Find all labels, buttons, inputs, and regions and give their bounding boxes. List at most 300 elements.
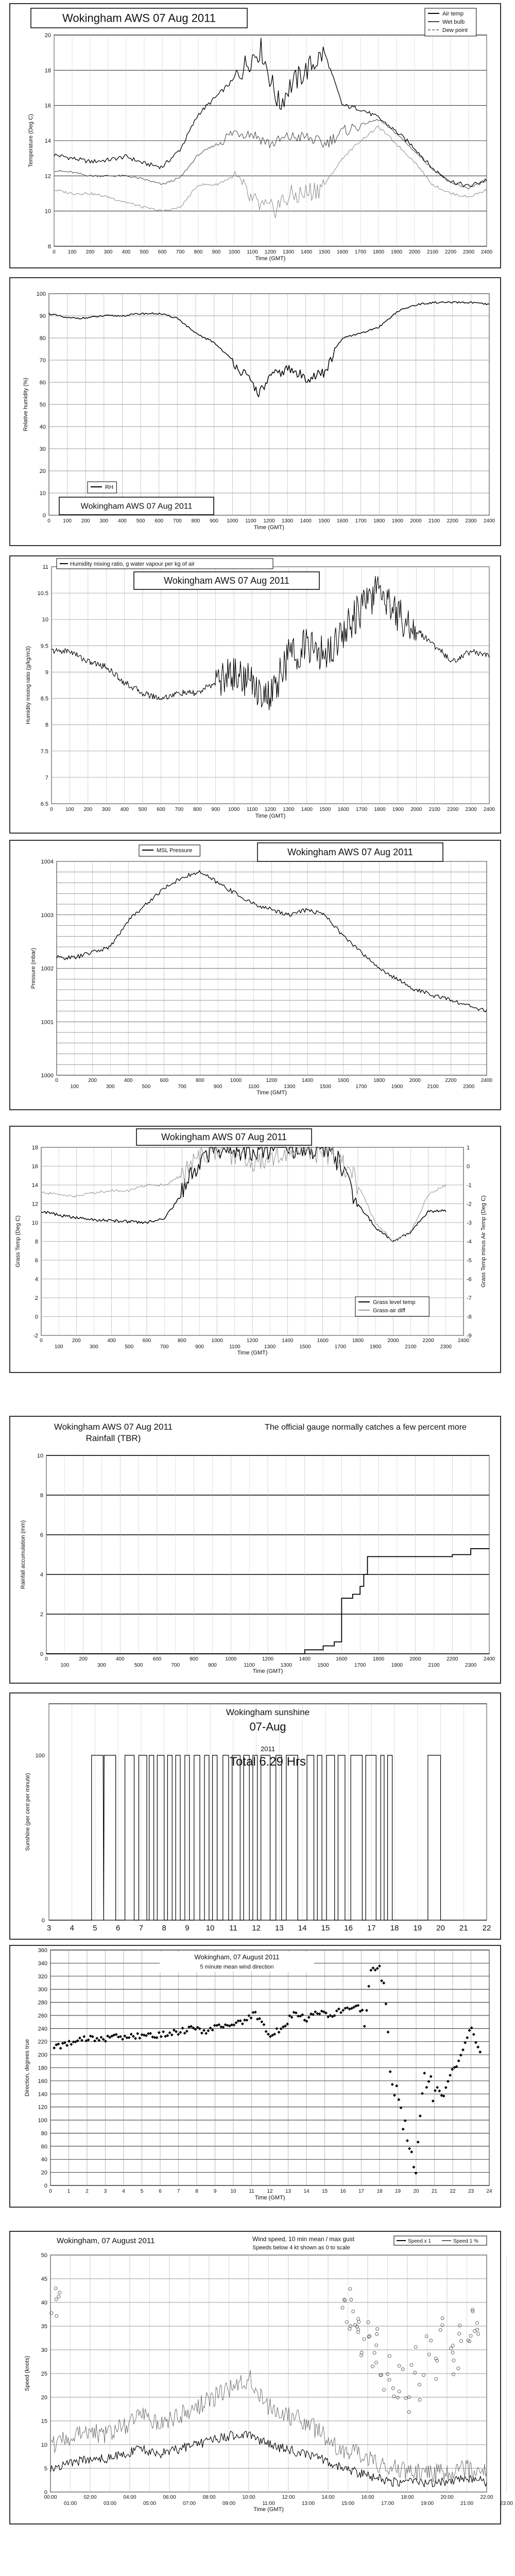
y-tick-label: 0 xyxy=(41,1918,45,1924)
x-tick-label: 0 xyxy=(47,518,50,524)
x-tick-label: 500 xyxy=(140,249,149,255)
y-tick-label: 10 xyxy=(42,617,48,623)
y-tick-label: 360 xyxy=(38,1947,47,1954)
x-tick-label: 1600 xyxy=(317,1338,329,1344)
x-tick-label: 8 xyxy=(162,1924,166,1933)
x-tick-label: 100 xyxy=(67,249,77,255)
x-tick-label: 0 xyxy=(45,1656,48,1662)
y-tick-label: 18 xyxy=(44,67,51,74)
y-tick-label: 1003 xyxy=(41,912,54,919)
x-tick-label: 1500 xyxy=(318,249,331,255)
x-tick-label: 800 xyxy=(194,249,203,255)
wind-direction-chart-panel xyxy=(9,1945,501,2208)
y-tick-label: 14 xyxy=(31,1182,38,1189)
x-tick-label: 1 xyxy=(67,2189,71,2194)
x-tick-label: 700 xyxy=(176,249,185,255)
y-tick-label: 1004 xyxy=(41,859,54,865)
y-tick-label: 30 xyxy=(41,2347,47,2353)
legend-label: Speed 1 % xyxy=(453,2239,478,2244)
x-tick-label: 2400 xyxy=(457,1338,470,1344)
x-axis-label: Time (GMT) xyxy=(253,2506,284,2513)
x-tick-label: 1300 xyxy=(282,518,294,524)
x-tick-label: 10:00 xyxy=(242,2495,255,2500)
x-tick-label: 1100 xyxy=(245,518,256,524)
x-tick-label: 15 xyxy=(321,1924,330,1933)
x-tick-label: 7 xyxy=(177,2189,180,2194)
x-tick-label: 600 xyxy=(160,1078,169,1083)
x-tick-label: 0 xyxy=(50,807,53,812)
x-tick-label: 1400 xyxy=(301,1078,314,1083)
x-tick-label: 1100 xyxy=(229,1344,241,1350)
x-tick-label: 6 xyxy=(159,2189,162,2194)
y-tick-label: 120 xyxy=(38,2104,47,2111)
x-tick-label: 1200 xyxy=(246,1338,259,1344)
x-tick-label: 1400 xyxy=(300,518,312,524)
x-tick-label: 2300 xyxy=(462,249,475,255)
x-tick-label: 500 xyxy=(125,1344,134,1350)
x-tick-label: 300 xyxy=(104,249,113,255)
x-tick-label: 2100 xyxy=(428,518,440,524)
x-axis-label: Time (GMT) xyxy=(252,1668,283,1674)
x-tick-label: 2300 xyxy=(465,807,477,812)
y-tick-label: 10.5 xyxy=(37,590,48,597)
y-axis-label: Pressure (mbar) xyxy=(30,947,37,989)
x-tick-label: 200 xyxy=(88,1078,97,1083)
x-tick-label: 08:00 xyxy=(202,2495,216,2500)
wind-speed-chart-panel xyxy=(9,2231,513,2524)
y-tick-label: 40 xyxy=(41,2300,47,2306)
chart-title: Wokingham, 07 August 2011 xyxy=(194,1953,280,1961)
x-tick-label: 600 xyxy=(152,1656,162,1662)
x-tick-label: 8 xyxy=(195,2189,198,2194)
y-tick-label: 200 xyxy=(38,2052,47,2059)
x-tick-label: 09:00 xyxy=(222,2501,236,2506)
y-tick-label: 14 xyxy=(44,138,51,144)
x-tick-label: 1000 xyxy=(211,1338,223,1344)
x-tick-label: 1400 xyxy=(282,1338,294,1344)
x-tick-label: 6 xyxy=(116,1924,121,1933)
x-tick-label: 1500 xyxy=(299,1344,311,1350)
y-tick-label: 8 xyxy=(47,244,51,250)
sunshine-chart-panel xyxy=(9,1692,501,1940)
x-tick-label: 20 xyxy=(436,1924,445,1933)
x-tick-label: 2400 xyxy=(480,1078,493,1083)
y-tick-label: 0 xyxy=(35,1314,38,1320)
y-axis-label: Sunshine (per cent per minute) xyxy=(25,1773,31,1851)
x-tick-label: 1800 xyxy=(372,1656,385,1662)
mixing-ratio-chart-panel xyxy=(9,555,501,834)
x-tick-label: 17:00 xyxy=(381,2501,394,2506)
y-tick-label: 180 xyxy=(38,2065,47,2072)
y-right-tick-label: -4 xyxy=(467,1239,472,1245)
x-tick-label: 200 xyxy=(81,518,90,524)
x-tick-label: 600 xyxy=(142,1338,151,1344)
y-tick-label: 100 xyxy=(36,291,46,297)
y-tick-label: 6 xyxy=(35,1258,38,1264)
x-tick-label: 2000 xyxy=(410,807,422,812)
chart-subtitle: Rainfall (TBR) xyxy=(85,1433,141,1443)
chart-year: 2011 xyxy=(261,1745,275,1753)
x-tick-label: 800 xyxy=(191,518,200,524)
x-tick-label: 600 xyxy=(157,807,165,812)
x-tick-label: 200 xyxy=(83,807,93,812)
x-tick-label: 400 xyxy=(122,249,131,255)
x-tick-label: 15 xyxy=(321,2189,328,2194)
x-tick-label: 3 xyxy=(46,1924,52,1933)
legend-label: RH xyxy=(105,484,113,490)
y-right-tick-label: -5 xyxy=(467,1258,472,1264)
x-tick-label: 2200 xyxy=(447,518,458,524)
y-tick-label: 8 xyxy=(40,1493,43,1499)
x-axis-label: Time (GMT) xyxy=(237,1350,268,1356)
x-tick-label: 12 xyxy=(252,1924,261,1933)
y-tick-label: 50 xyxy=(39,402,46,408)
y-tick-label: 0 xyxy=(42,513,46,519)
x-tick-label: 1900 xyxy=(391,1084,403,1090)
temperature-chart xyxy=(10,4,500,267)
x-tick-label: 2200 xyxy=(445,1078,457,1083)
x-axis-label: Time (GMT) xyxy=(255,813,286,819)
y-tick-label: 10 xyxy=(37,1453,43,1459)
legend-label: Wet bulb xyxy=(442,19,465,25)
rainfall-chart xyxy=(10,1417,500,1683)
y-tick-label: 280 xyxy=(38,1999,47,2006)
x-tick-label: 4 xyxy=(70,1924,74,1933)
x-tick-label: 13 xyxy=(285,2189,291,2194)
x-tick-label: 1600 xyxy=(337,807,349,812)
x-tick-label: 1200 xyxy=(264,807,277,812)
x-tick-label: 17 xyxy=(358,2189,365,2194)
x-tick-label: 700 xyxy=(175,807,184,812)
x-tick-label: 1200 xyxy=(264,249,277,255)
x-tick-label: 1500 xyxy=(319,807,331,812)
x-tick-label: 500 xyxy=(134,1663,143,1668)
x-tick-label: 2100 xyxy=(405,1344,417,1350)
x-tick-label: 900 xyxy=(208,1663,217,1668)
x-tick-label: 20 xyxy=(413,2189,419,2194)
y-tick-label: 10 xyxy=(41,2442,47,2448)
x-tick-label: 2200 xyxy=(444,249,457,255)
y-tick-label: 35 xyxy=(41,2324,47,2330)
x-tick-label: 0 xyxy=(49,2189,52,2194)
y-tick-label: 300 xyxy=(38,1987,47,1993)
legend-label: Grass level temp xyxy=(373,1299,416,1306)
y-tick-label: 0 xyxy=(40,1651,43,1657)
chart-annotation: The official gauge normally catches a few percent more xyxy=(265,1423,467,1432)
x-tick-label: 19 xyxy=(413,1924,422,1933)
x-tick-label: 1300 xyxy=(264,1344,276,1350)
y-tick-label: 30 xyxy=(39,446,46,452)
y-tick-label: 60 xyxy=(39,380,46,386)
x-tick-label: 100 xyxy=(54,1344,63,1350)
x-tick-label: 1200 xyxy=(263,518,275,524)
x-tick-label: 400 xyxy=(115,1656,125,1662)
x-tick-label: 1300 xyxy=(284,1084,296,1090)
y-tick-label: 40 xyxy=(41,2157,47,2163)
x-tick-label: 300 xyxy=(97,1663,106,1668)
rainfall-chart-panel xyxy=(9,1416,501,1684)
x-tick-label: 900 xyxy=(212,249,221,255)
x-tick-label: 500 xyxy=(142,1084,151,1090)
x-tick-label: 2000 xyxy=(408,249,421,255)
x-tick-label: 04:00 xyxy=(123,2495,136,2500)
x-tick-label: 1600 xyxy=(336,1656,348,1662)
y-right-tick-label: 0 xyxy=(467,1163,470,1170)
x-tick-label: 06:00 xyxy=(163,2495,176,2500)
y-tick-label: 20 xyxy=(39,468,46,474)
x-tick-label: 05:00 xyxy=(143,2501,157,2506)
x-axis-label: Time (GMT) xyxy=(256,1090,287,1096)
x-tick-label: 300 xyxy=(99,518,109,524)
x-tick-label: 1500 xyxy=(319,1084,331,1090)
x-tick-label: 1100 xyxy=(246,807,258,812)
y-tick-label: 220 xyxy=(38,2039,47,2045)
humidity-chart xyxy=(10,278,500,545)
y-tick-label: 9 xyxy=(45,669,48,676)
x-tick-label: 21 xyxy=(459,1924,468,1933)
x-tick-label: 900 xyxy=(211,807,220,812)
y-tick-label: 10 xyxy=(39,490,46,497)
chart-note: Speeds below 4 kt shown as 0 to scale xyxy=(252,2245,350,2251)
x-tick-label: 400 xyxy=(124,1078,133,1083)
pressure-chart-panel xyxy=(9,840,501,1110)
x-tick-label: 2400 xyxy=(483,518,495,524)
x-tick-label: 17 xyxy=(367,1924,376,1933)
pressure-chart xyxy=(10,841,500,1109)
x-tick-label: 02:00 xyxy=(83,2495,97,2500)
mixing-ratio-chart xyxy=(10,556,500,833)
grass-temp-chart-panel xyxy=(9,1126,501,1373)
x-tick-label: 12:00 xyxy=(282,2495,295,2500)
x-tick-label: 1800 xyxy=(352,1338,364,1344)
x-tick-label: 700 xyxy=(173,518,182,524)
x-tick-label: 2300 xyxy=(465,518,477,524)
y-tick-label: 160 xyxy=(38,2078,47,2084)
x-tick-label: 07:00 xyxy=(182,2501,196,2506)
x-tick-label: 03:00 xyxy=(103,2501,117,2506)
chart-subtitle: 5 minute mean wind direction xyxy=(200,1964,274,1970)
y-tick-label: 8.5 xyxy=(40,696,48,702)
x-axis-label: Time (GMT) xyxy=(255,256,286,262)
x-tick-label: 5 xyxy=(140,2189,144,2194)
y-tick-label: 50 xyxy=(41,2252,47,2259)
chart-title: Wokingham AWS 07 Aug 2011 xyxy=(161,1132,287,1142)
x-tick-label: 2400 xyxy=(483,1656,495,1662)
x-tick-label: 1100 xyxy=(247,249,258,255)
x-tick-label: 400 xyxy=(107,1338,116,1344)
x-tick-label: 1700 xyxy=(355,1084,367,1090)
wind-direction-chart xyxy=(10,1946,500,2207)
x-tick-label: 21:00 xyxy=(460,2501,474,2506)
x-tick-label: 1300 xyxy=(280,1663,292,1668)
x-tick-label: 2000 xyxy=(410,518,422,524)
y-tick-label: 100 xyxy=(38,2117,47,2124)
x-tick-label: 1600 xyxy=(337,1078,349,1083)
y-tick-label: 8 xyxy=(45,722,48,728)
x-tick-label: 1800 xyxy=(373,518,385,524)
y-tick-label: 2 xyxy=(35,1295,38,1301)
x-tick-label: 16 xyxy=(340,2189,346,2194)
x-tick-label: 18:00 xyxy=(401,2495,414,2500)
y-right-tick-label: -2 xyxy=(467,1201,472,1208)
chart-subtitle: Wind speed, 10 min mean / max gust xyxy=(252,2235,355,2243)
x-tick-label: 1500 xyxy=(318,518,330,524)
x-tick-label: 1700 xyxy=(355,518,367,524)
x-tick-label: 1000 xyxy=(230,1078,242,1083)
x-tick-label: 800 xyxy=(190,1656,199,1662)
x-tick-label: 1800 xyxy=(373,1078,385,1083)
x-tick-label: 100 xyxy=(70,1084,79,1090)
y-tick-label: 10 xyxy=(31,1220,38,1226)
x-tick-label: 1200 xyxy=(266,1078,278,1083)
y-tick-label: 0 xyxy=(44,2183,47,2189)
x-tick-label: 4 xyxy=(122,2189,125,2194)
x-tick-label: 23:00 xyxy=(500,2501,513,2506)
x-tick-label: 200 xyxy=(79,1656,88,1662)
y-tick-label: 9.5 xyxy=(40,643,48,650)
x-tick-label: 1300 xyxy=(282,249,295,255)
x-tick-label: 01:00 xyxy=(63,2501,77,2506)
x-tick-label: 1900 xyxy=(391,1663,403,1668)
y-tick-label: 20 xyxy=(44,32,51,39)
x-tick-label: 700 xyxy=(171,1663,180,1668)
humidity-chart-panel xyxy=(9,277,501,546)
y-tick-label: -2 xyxy=(33,1333,38,1339)
x-tick-label: 1100 xyxy=(248,1084,260,1090)
y-right-tick-label: -1 xyxy=(467,1182,472,1189)
y-tick-label: 5 xyxy=(44,2466,47,2472)
y-tick-label: 40 xyxy=(39,424,46,430)
y-axis-label: Temperature (Deg C) xyxy=(28,114,34,167)
legend-label: Dew point xyxy=(442,27,468,33)
x-tick-label: 1400 xyxy=(299,1656,311,1662)
x-tick-label: 1300 xyxy=(283,807,295,812)
x-tick-label: 2100 xyxy=(428,1663,440,1668)
x-tick-label: 1800 xyxy=(372,249,385,255)
chart-title: Wokingham AWS 07 Aug 2011 xyxy=(62,11,216,25)
legend-label: MSL Pressure xyxy=(157,848,193,854)
plot-area xyxy=(49,1704,487,1920)
legend-label: Air temp xyxy=(442,11,464,17)
x-tick-label: 24 xyxy=(486,2189,492,2194)
x-tick-label: 900 xyxy=(213,1084,222,1090)
x-tick-label: 15:00 xyxy=(341,2501,355,2506)
x-tick-label: 2 xyxy=(85,2189,89,2194)
y-tick-label: 1000 xyxy=(41,1073,54,1079)
x-tick-label: 1700 xyxy=(355,807,368,812)
x-tick-label: 100 xyxy=(65,807,74,812)
x-tick-label: 1900 xyxy=(370,1344,382,1350)
x-tick-label: 400 xyxy=(118,518,127,524)
x-tick-label: 2400 xyxy=(483,807,495,812)
wind-speed-chart xyxy=(10,2232,513,2523)
y-axis-label: Relative humidity (%) xyxy=(23,378,29,431)
y-tick-label: 140 xyxy=(38,2091,47,2098)
x-tick-label: 1100 xyxy=(244,1663,255,1668)
x-tick-label: 14 xyxy=(303,2189,310,2194)
y-tick-label: 0 xyxy=(44,2489,47,2496)
sunshine-chart xyxy=(10,1693,500,1939)
x-tick-label: 2300 xyxy=(463,1084,475,1090)
y-tick-label: 11 xyxy=(42,564,48,570)
x-tick-label: 14:00 xyxy=(321,2495,335,2500)
y-axis-label: Rainfall accumulation (mm) xyxy=(20,1520,26,1589)
y-tick-label: 4 xyxy=(40,1572,43,1578)
y-tick-label: 340 xyxy=(38,1960,47,1967)
y-tick-label: 80 xyxy=(39,335,46,342)
y-tick-label: 16 xyxy=(31,1163,38,1170)
chart-title: Wokingham AWS 07 Aug 2011 xyxy=(287,847,413,857)
x-tick-label: 1700 xyxy=(354,249,367,255)
chart-subtitle: 07-Aug xyxy=(249,1720,286,1733)
y-tick-label: 25 xyxy=(41,2371,47,2377)
x-tick-label: 600 xyxy=(154,518,164,524)
legend-label: Speed x 1 xyxy=(408,2239,432,2244)
x-tick-label: 19:00 xyxy=(420,2501,434,2506)
x-tick-label: 700 xyxy=(160,1344,169,1350)
x-tick-label: 00:00 xyxy=(44,2495,57,2500)
x-tick-label: 600 xyxy=(158,249,167,255)
x-tick-label: 18 xyxy=(390,1924,399,1933)
x-tick-label: 0 xyxy=(55,1078,58,1083)
y-tick-label: 320 xyxy=(38,1973,47,1980)
x-tick-label: 9 xyxy=(213,2189,217,2194)
x-tick-label: 700 xyxy=(178,1084,186,1090)
grass-temp-chart xyxy=(10,1127,500,1372)
y-right-tick-label: -8 xyxy=(467,1314,472,1320)
x-tick-label: 2200 xyxy=(422,1338,434,1344)
x-tick-label: 1400 xyxy=(301,807,313,812)
x-tick-label: 2100 xyxy=(428,807,440,812)
x-tick-label: 1900 xyxy=(390,249,403,255)
x-axis-label: Time (GMT) xyxy=(254,2195,285,2201)
x-tick-label: 23 xyxy=(468,2189,474,2194)
x-tick-label: 5 xyxy=(93,1924,97,1933)
y-tick-label: 70 xyxy=(39,358,46,364)
y-tick-label: 7 xyxy=(45,774,48,781)
y-right-tick-label: -3 xyxy=(467,1220,472,1226)
x-tick-label: 22:00 xyxy=(480,2495,493,2500)
x-tick-label: 2200 xyxy=(447,1656,458,1662)
y-axis-label: Direction, degrees true xyxy=(24,2039,30,2097)
y-tick-label: 240 xyxy=(38,2026,47,2032)
x-tick-label: 19 xyxy=(394,2189,401,2194)
legend-label: Grass-air diff xyxy=(373,1308,405,1314)
y-tick-label: 15 xyxy=(41,2418,47,2425)
y-right-tick-label: -6 xyxy=(467,1276,472,1283)
y-tick-label: 20 xyxy=(41,2170,47,2176)
x-tick-label: 1800 xyxy=(374,807,386,812)
x-tick-label: 2000 xyxy=(409,1078,421,1083)
y-tick-label: 7.5 xyxy=(40,748,48,755)
x-tick-label: 1600 xyxy=(336,249,349,255)
x-tick-label: 12 xyxy=(267,2189,273,2194)
x-tick-label: 900 xyxy=(210,518,218,524)
x-tick-label: 11:00 xyxy=(262,2501,275,2506)
x-tick-label: 1500 xyxy=(317,1663,329,1668)
x-tick-label: 2300 xyxy=(465,1663,477,1668)
x-tick-label: 18 xyxy=(376,2189,383,2194)
chart-title: Wokingham sunshine xyxy=(226,1707,310,1717)
x-tick-label: 0 xyxy=(53,249,56,255)
y-tick-label: 1002 xyxy=(41,965,54,972)
x-tick-label: 2300 xyxy=(440,1344,452,1350)
x-tick-label: 20:00 xyxy=(440,2495,454,2500)
y-right-axis-label: Grass Temp minus Air Temp (Deg C) xyxy=(480,1195,487,1287)
x-tick-label: 16:00 xyxy=(361,2495,374,2500)
x-tick-label: 9 xyxy=(185,1924,190,1933)
y-tick-label: 6.5 xyxy=(40,801,48,807)
